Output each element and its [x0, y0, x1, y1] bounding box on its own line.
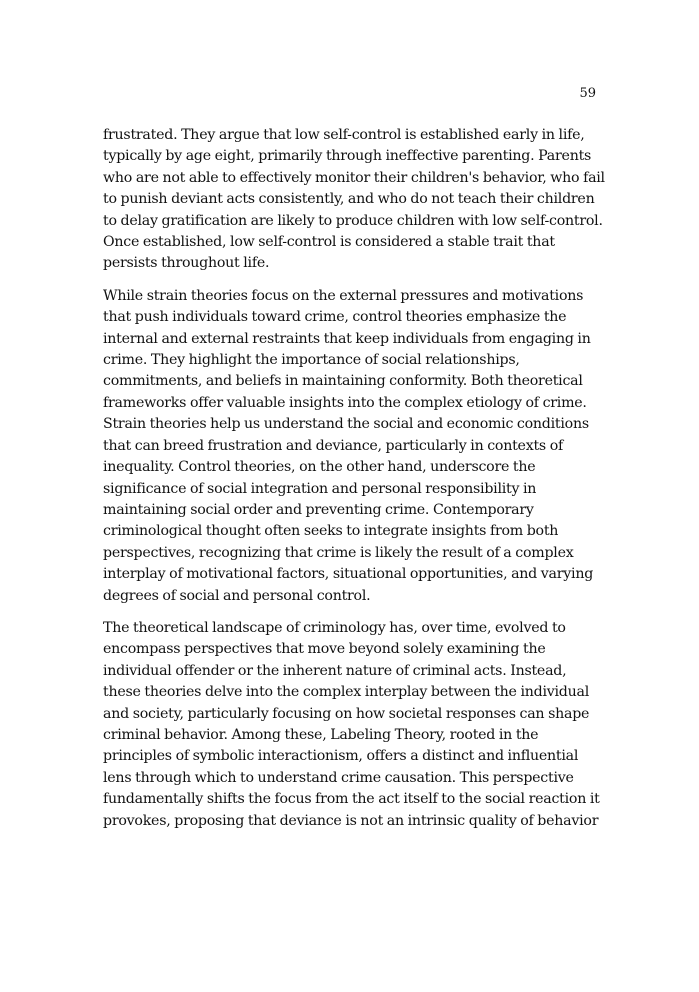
text-line: encompass perspectives that move beyond solely examining the: [103, 641, 546, 658]
text-line: interplay of motivational factors, situational opportunities, and varying: [103, 566, 594, 583]
paragraph-3: [103, 618, 603, 832]
text-line: The theoretical landscape of criminology has, over time, evolved to: [103, 619, 566, 636]
text-line: commitments, and beliefs in maintaining conformity. Both theoretical: [103, 373, 583, 390]
text-line: persists throughout life.: [103, 255, 270, 272]
text-line: these theories delve into the complex interplay between the individual: [103, 684, 590, 701]
text-line: maintaining social order and preventing crime. Contemporary: [103, 501, 534, 518]
text-line: fundamentally shifts the focus from the act itself to the social reaction it: [103, 791, 600, 808]
text-line: While strain theories focus on the external pressures and motivations: [103, 287, 584, 304]
text-line: typically by age eight, primarily through ineffective parenting. Parents: [103, 148, 592, 165]
text-line: degrees of social and personal control.: [103, 587, 371, 604]
text-line: criminological thought often seeks to integrate insights from both: [103, 523, 559, 540]
text-line: that push individuals toward crime, control theories emphasize the: [103, 309, 567, 326]
text-line: principles of symbolic interactionism, offers a distinct and influential: [103, 748, 579, 765]
text-line: internal and external restraints that keep individuals from engaging in: [103, 330, 591, 347]
text-line: lens through which to understand crime causation. This perspective: [103, 769, 574, 786]
text-line: significance of social integration and personal responsibility in: [103, 480, 537, 497]
text-line: inequality. Control theories, on the other hand, underscore the: [103, 459, 536, 476]
text-line: that can breed frustration and deviance, particularly in contexts of: [103, 437, 563, 454]
text-line: to punish deviant acts consistently, and who do not teach their children: [103, 191, 595, 208]
paragraph-2: [103, 286, 603, 607]
body-text: [103, 125, 603, 843]
text-line: crime. They highlight the importance of social relationships,: [103, 352, 520, 369]
text-line: provokes, proposing that deviance is not an intrinsic quality of behavior: [103, 812, 599, 829]
text-line: criminal behavior. Among these, Labeling Theory, rooted in the: [103, 726, 539, 743]
page-number: 59: [579, 86, 596, 101]
text-line: who are not able to effectively monitor their children's behavior, who fail: [103, 169, 605, 186]
text-line: to delay gratification are likely to produce children with low self-control.: [103, 212, 603, 229]
text-line: individual offender or the inherent nature of criminal acts. Instead,: [103, 662, 567, 679]
text-line: and society, particularly focusing on how societal responses can shape: [103, 705, 590, 722]
text-line: Strain theories help us understand the social and economic conditions: [103, 416, 589, 433]
text-line: frustrated. They argue that low self-control is established early in life,: [103, 127, 585, 143]
text-line: frameworks offer valuable insights into the complex etiology of crime.: [103, 394, 587, 411]
paragraph-1: [103, 125, 603, 275]
text-line: perspectives, recognizing that crime is likely the result of a complex: [103, 544, 574, 561]
text-line: Once established, low self-control is considered a stable trait that: [103, 234, 555, 251]
